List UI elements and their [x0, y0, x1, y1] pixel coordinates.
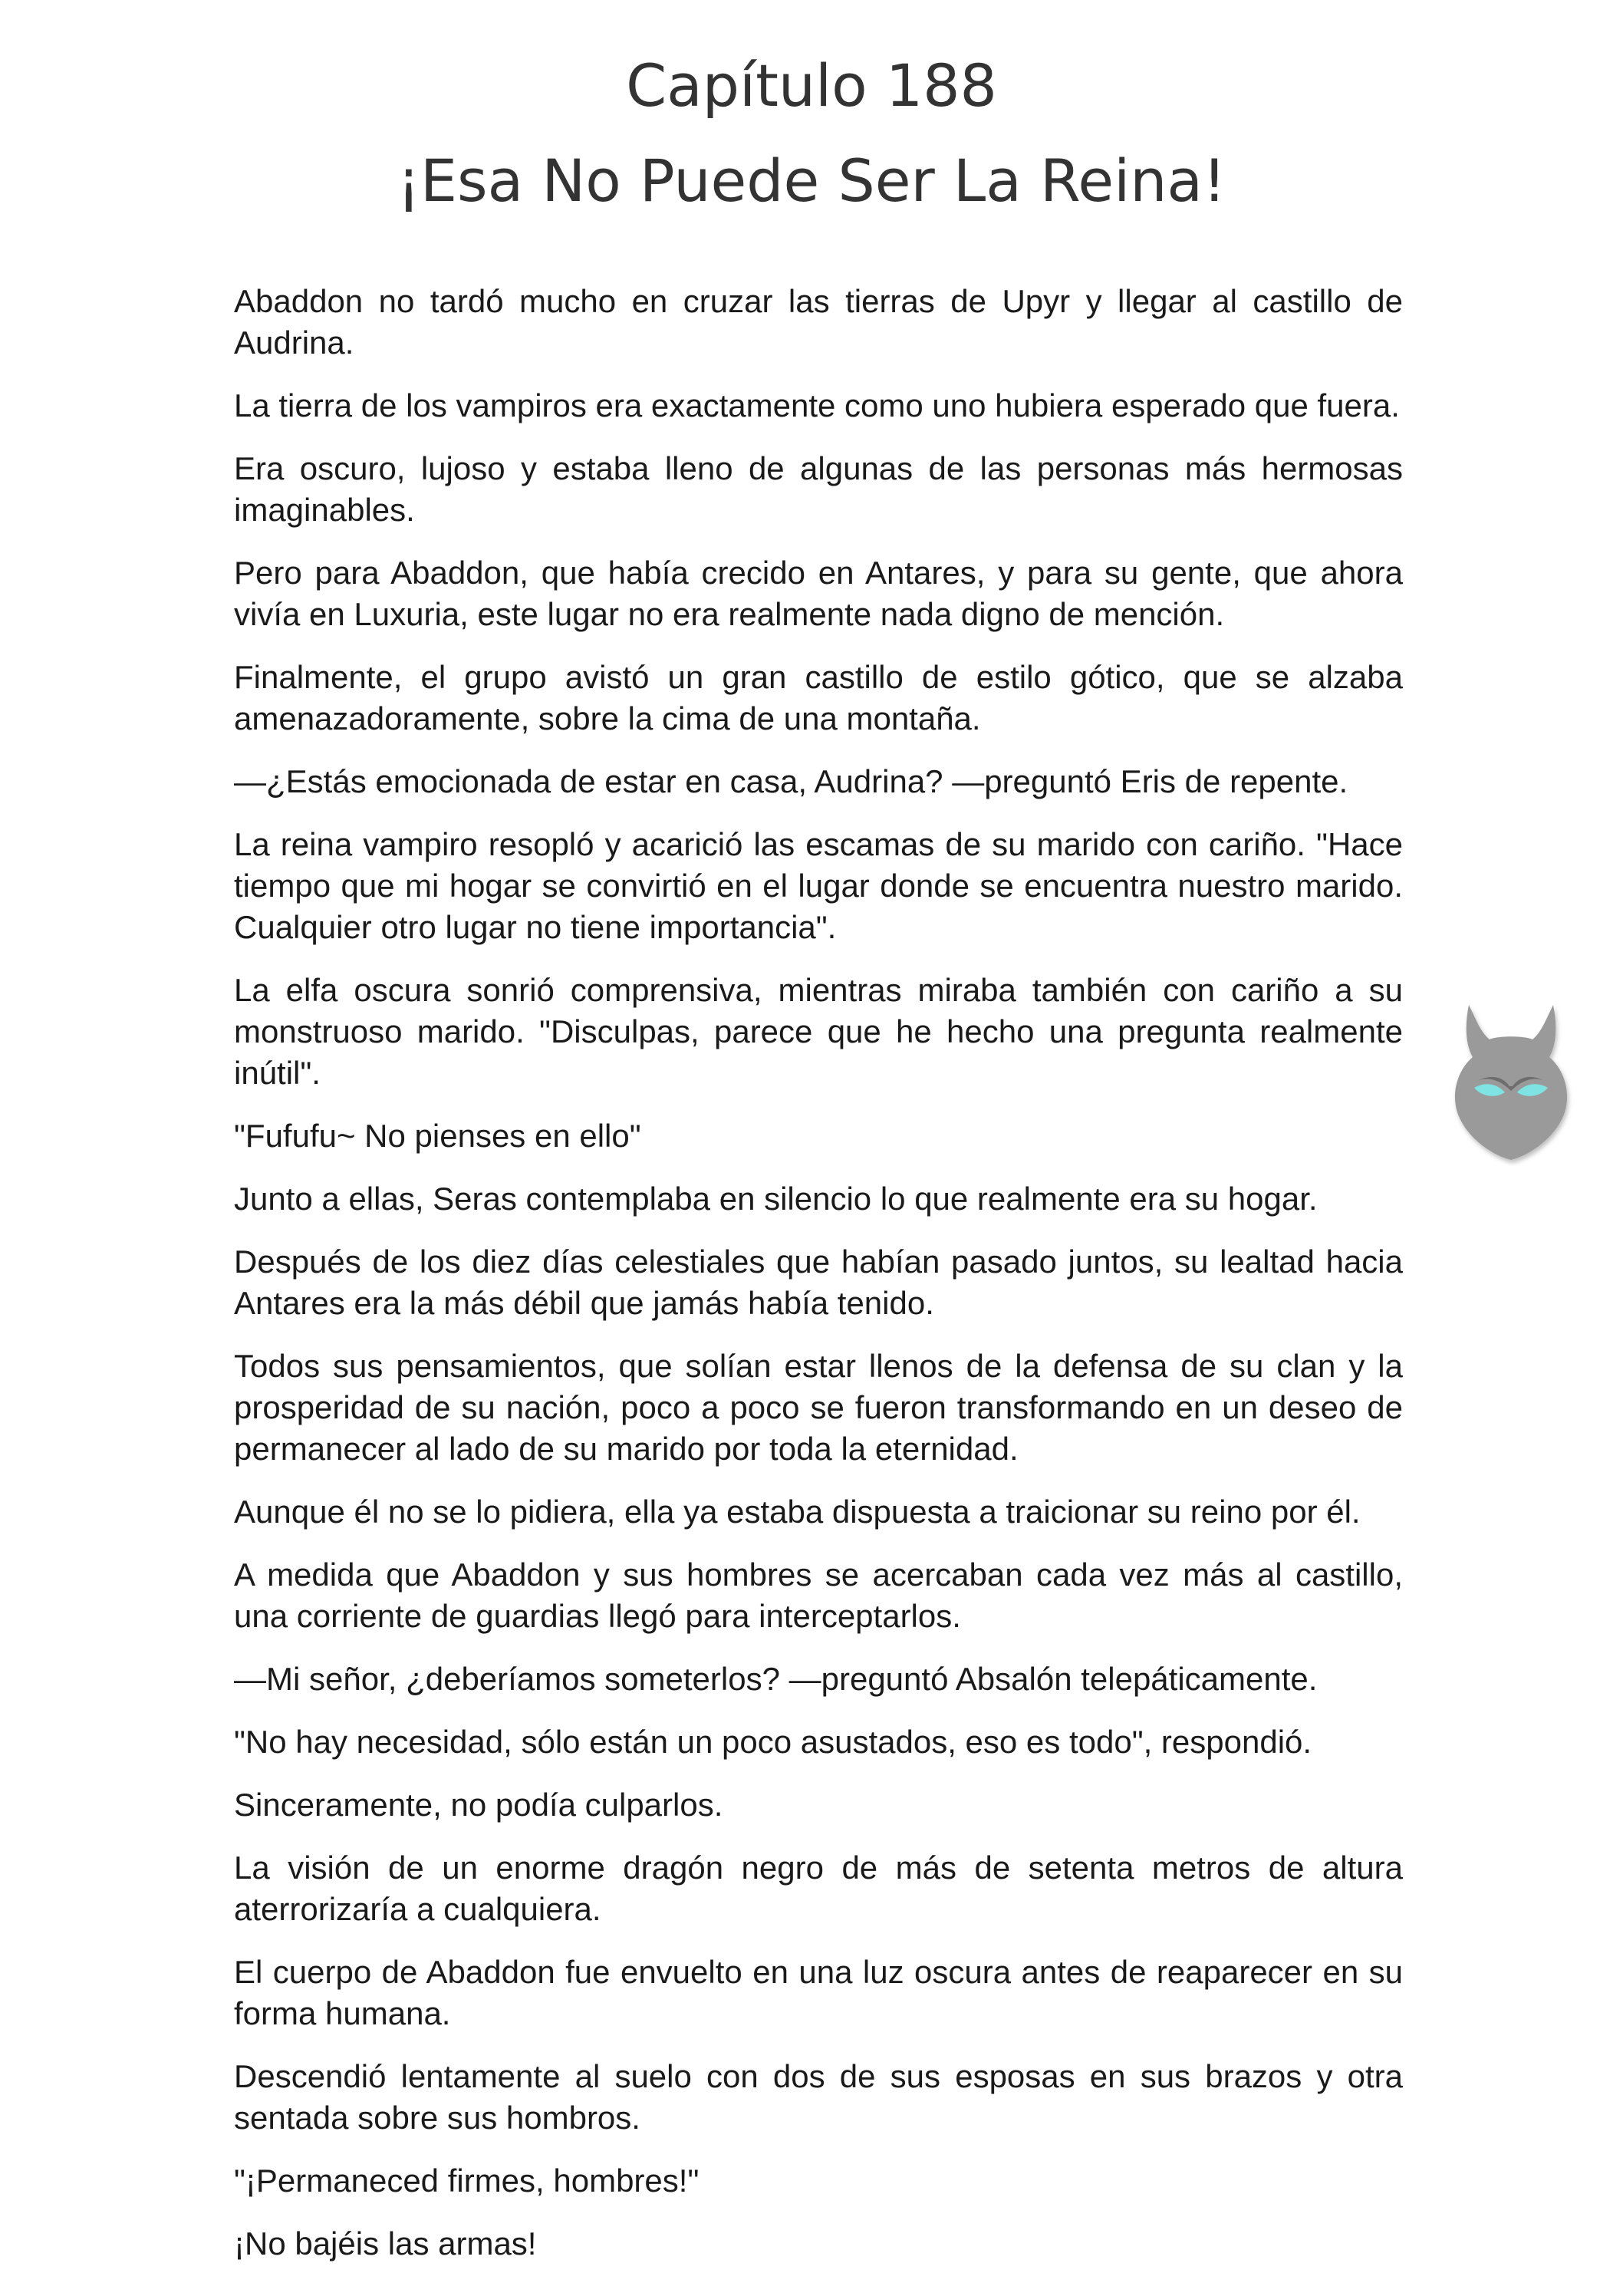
chapter-number: Capítulo 188	[626, 51, 997, 120]
paragraph: "No hay necesidad, sólo están un poco asustados, eso es todo", respondió.	[234, 1724, 1312, 1760]
paragraph: A medida que Abaddon y sus hombres se acercaban cada vez más al castillo, una corriente de guardias llegó para interceptarlos.	[234, 1556, 1403, 1634]
chapter-title: ¡Esa No Puede Ser La Reina!	[397, 147, 1226, 215]
paragraph: —¿Estás emocionada de estar en casa, Audrina? —preguntó Eris de repente.	[234, 763, 1348, 799]
chapter-heading	[0, 38, 1623, 229]
paragraph: La visión de un enorme dragón negro de más de setenta metros de altura aterrorizaría a cualquiera.	[234, 1850, 1403, 1927]
paragraph: La elfa oscura sonrió comprensiva, mientras miraba también con cariño a su monstruoso marido. "Disculpas, parece que he hecho una pregunta realmente inútil".	[234, 972, 1403, 1091]
paragraph: Finalmente, el grupo avistó un gran castillo de estilo gótico, que se alzaba amenazadoramente, sobre la cima de una montaña.	[234, 659, 1403, 736]
paragraph: El cuerpo de Abaddon fue envuelto en una luz oscura antes de reaparecer en su forma humana.	[234, 1954, 1403, 2031]
paragraph: Era oscuro, lujoso y estaba lleno de algunas de las personas más hermosas imaginables.	[234, 450, 1403, 528]
chapter-body	[234, 281, 1403, 2286]
paragraph: —Mi señor, ¿deberíamos someterlos? —preguntó Absalón telepáticamente.	[234, 1661, 1318, 1697]
paragraph: ¡No bajéis las armas!	[234, 2225, 537, 2261]
paragraph: "¡Permaneced firmes, hombres!"	[234, 2163, 700, 2199]
paragraph: "Fufufu~ No pienses en ello"	[234, 1118, 641, 1154]
paragraph: Después de los diez días celestiales que habían pasado juntos, su lealtad hacia Antares era la más débil que jamás había tenido.	[234, 1244, 1403, 1321]
paragraph: La tierra de los vampiros era exactamente como uno hubiera esperado que fuera.	[234, 387, 1400, 423]
demon-head-icon	[1442, 997, 1580, 1166]
paragraph: Aunque él no se lo pidiera, ella ya estaba dispuesta a traicionar su reino por él.	[234, 1494, 1361, 1530]
paragraph: Pero para Abaddon, que había crecido en Antares, y para su gente, que ahora vivía en Luxuria, este lugar no era realmente nada digno de mención.	[234, 555, 1403, 632]
paragraph: Descendió lentamente al suelo con dos de sus esposas en sus brazos y otra sentada sobre sus hombros.	[234, 2058, 1403, 2136]
paragraph: Sinceramente, no podía culparlos.	[234, 1787, 723, 1823]
paragraph: Abaddon no tardó mucho en cruzar las tierras de Upyr y llegar al castillo de Audrina.	[234, 283, 1403, 361]
paragraph: La reina vampiro resopló y acarició las escamas de su marido con cariño. "Hace tiempo que mi hogar se convirtió en el lugar donde se encuentra nuestro marido. Cualquier otro lugar no tiene importancia".	[234, 826, 1403, 945]
paragraph: Junto a ellas, Seras contemplaba en silencio lo que realmente era su hogar.	[234, 1181, 1318, 1217]
paragraph: Todos sus pensamientos, que solían estar llenos de la defensa de su clan y la prosperidad de su nación, poco a poco se fueron transformando en un deseo de permanecer al lado de su marido por toda la eternidad.	[234, 1348, 1403, 1467]
